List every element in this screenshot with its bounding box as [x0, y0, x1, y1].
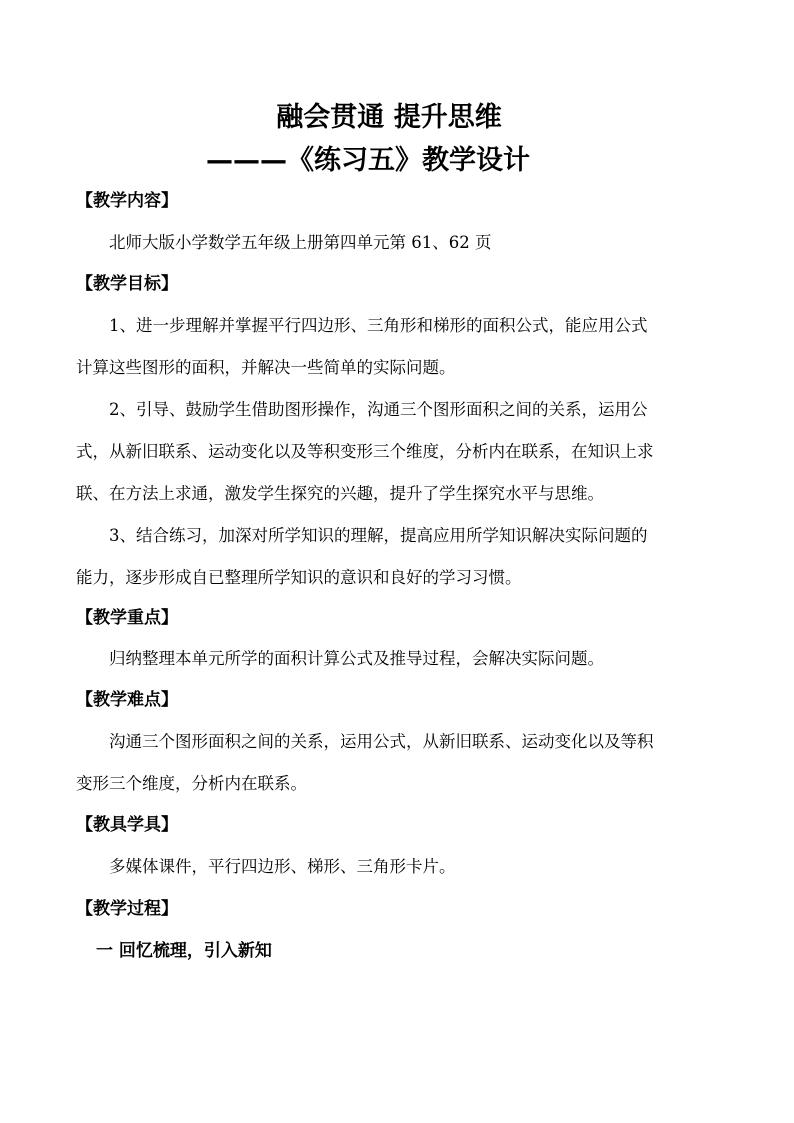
goal-3-line-2: 能力，逐步形成自已整理所学知识的意识和良好的学习习惯。: [76, 568, 522, 587]
goal-2-line-3: 联、在方法上求通，激发学生探究的兴趣，提升了学生探究水平与思维。: [76, 484, 604, 503]
difficulties-line-2: 变形三个维度，分析内在联系。: [76, 774, 307, 793]
goal-3-line-1: 3、结合练习，加深对所学知识的理解，提高应用所学知识解决实际问题的: [109, 526, 648, 545]
goal-1-line-2: 计算这些图形的面积，并解决一些简单的实际问题。: [76, 358, 456, 377]
section-heading-key-points: 【教学重点】: [76, 608, 178, 628]
goal-item-1: [76, 305, 724, 389]
document-title: 融会贯通 提升思维: [276, 102, 502, 133]
difficulties-line-1: 沟通三个图形面积之间的关系，运用公式，从新旧联系、运动变化以及等积: [109, 732, 654, 751]
process-step-1: 一 回忆梳理，引入新知: [96, 941, 272, 961]
goal-2-line-1: 2、引导、鼓励学生借助图形操作，沟通三个图形面积之间的关系，运用公: [109, 400, 648, 419]
section-heading-tools: 【教具学具】: [76, 815, 178, 835]
key-points-text: 归纳整理本单元所学的面积计算公式及推导过程，会解决实际问题。: [109, 649, 604, 668]
tools-text: 多媒体课件，平行四边形、梯形、三角形卡片。: [109, 857, 456, 876]
section-heading-goals: 【教学目标】: [76, 274, 178, 294]
difficulties-text: [76, 721, 724, 805]
section-heading-process: 【教学过程】: [76, 899, 178, 919]
content-text: 北师大版小学数学五年级上册第四单元第 61、62 页: [109, 233, 492, 252]
goal-item-3: [76, 515, 724, 599]
goal-item-2: [76, 389, 724, 515]
section-heading-difficulties: 【教学难点】: [76, 690, 178, 710]
goal-1-line-1: 1、进一步理解并掌握平行四边形、三角形和梯形的面积公式，能应用公式: [109, 316, 648, 335]
document-subtitle: ———《练习五》教学设计: [206, 145, 530, 176]
section-heading-content: 【教学内容】: [76, 191, 178, 211]
goal-2-line-2: 式，从新旧联系、运动变化以及等积变形三个维度，分析内在联系，在知识上求: [76, 442, 654, 461]
